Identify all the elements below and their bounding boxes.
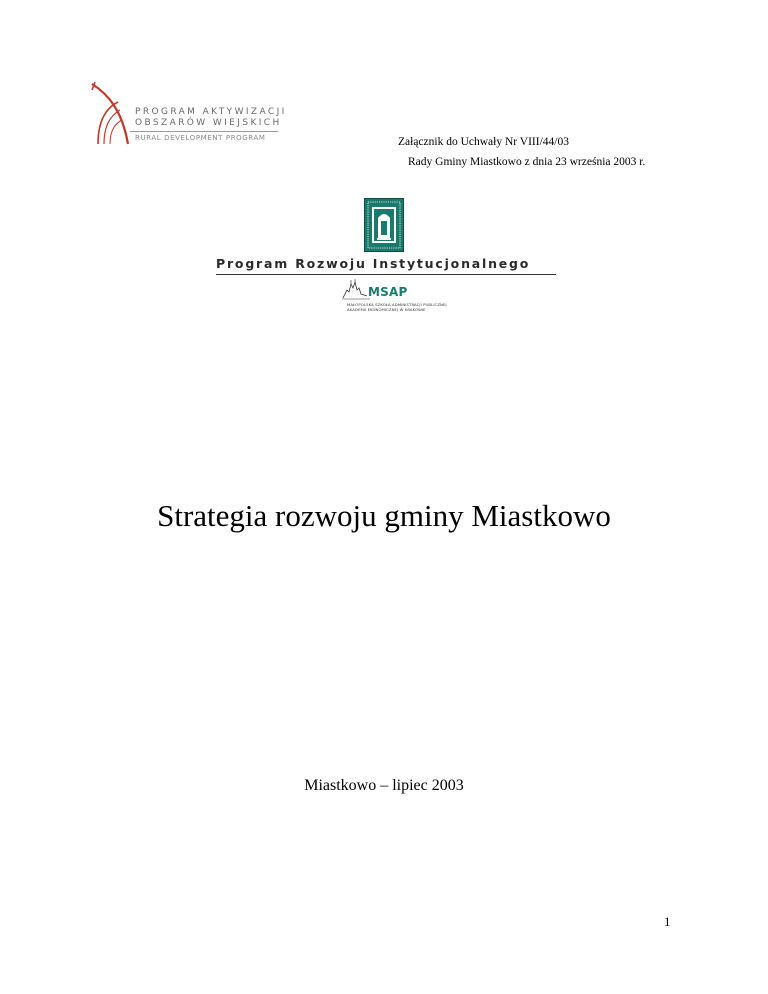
page-number: 1: [664, 914, 671, 929]
annex-line-1: Załącznik do Uchwały Nr VIII/44/03: [398, 136, 569, 148]
msap-subtitle-1: MAŁOPOLSKA SZKOŁA ADMINISTRACJI PUBLICZNEJ: [347, 302, 447, 307]
program-title: Program Rozwoju Instytucjonalnego: [216, 256, 531, 271]
paow-arch-icon: [88, 80, 136, 146]
document-title: Strategia rozwoju gminy Miastkowo: [157, 498, 611, 533]
msap-subtitle-2: AKADEMII EKONOMICZNEJ W KRAKOWIE: [347, 307, 426, 312]
program-title-underline: [216, 274, 556, 275]
msap-logo: [341, 278, 447, 314]
paow-line-3: RURAL DEVELOPMENT PROGRAM: [135, 134, 266, 142]
annex-line-2: Rady Gminy Miastkowo z dnia 23 września 2003 r.: [408, 156, 646, 168]
msap-figure-icon: [341, 278, 371, 300]
place-date: Miastkowo – lipiec 2003: [304, 777, 464, 794]
msap-wordmark: MSAP: [368, 285, 408, 299]
paow-line-2: OBSZARÓW WIEJSKICH: [135, 118, 282, 128]
paow-line-1: PROGRAM AKTYWIZACJI: [135, 107, 287, 117]
paow-divider: [130, 131, 278, 132]
institution-emblem-icon: [364, 198, 404, 252]
paow-logo: [88, 80, 288, 146]
